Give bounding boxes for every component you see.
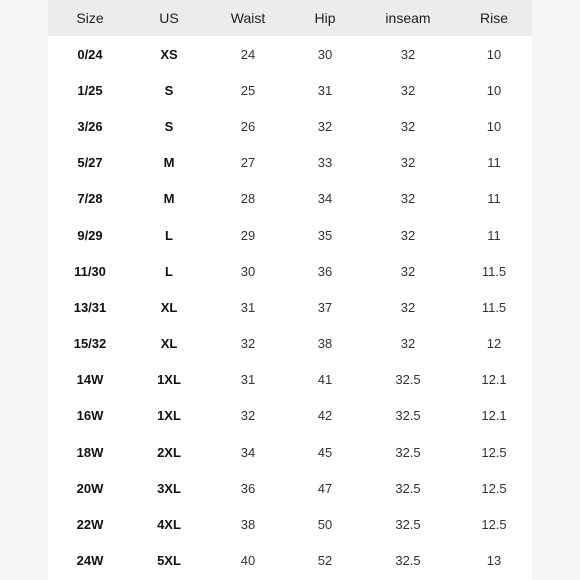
cell-rise: 13	[486, 553, 502, 569]
cell-rise: 10	[486, 46, 502, 62]
cell-size: 18W	[76, 444, 104, 460]
cell-rise: 11	[487, 191, 501, 207]
cell-us: M	[163, 155, 175, 171]
cell-inseam: 32.5	[395, 517, 421, 533]
cell-hip: 31	[317, 82, 333, 98]
cell-hip: 41	[317, 372, 333, 388]
size-chart-table	[48, 0, 532, 579]
cell-size: 5/27	[77, 155, 103, 171]
table-row	[48, 362, 532, 398]
cell-rise: 12.1	[481, 408, 507, 424]
cell-size: 9/29	[77, 227, 103, 243]
table-row	[48, 253, 532, 289]
cell-inseam: 32	[400, 82, 416, 98]
cell-inseam: 32.5	[395, 553, 421, 569]
cell-inseam: 32	[400, 46, 416, 62]
table-row	[48, 108, 532, 144]
cell-size: 24W	[76, 553, 104, 569]
cell-waist: 34	[240, 444, 256, 460]
cell-inseam: 32.5	[395, 444, 421, 460]
table-row	[48, 217, 532, 253]
cell-us: M	[163, 191, 175, 207]
cell-inseam: 32.5	[395, 372, 421, 388]
table-row	[48, 398, 532, 434]
cell-inseam: 32.5	[395, 480, 421, 496]
cell-inseam: 32.5	[395, 408, 421, 424]
cell-rise: 11.5	[481, 263, 507, 279]
header-us: US	[159, 10, 179, 26]
cell-waist: 27	[240, 155, 256, 171]
cell-us: 2XL	[157, 444, 181, 460]
cell-us: S	[164, 82, 174, 98]
cell-waist: 24	[240, 46, 256, 62]
cell-rise: 12.1	[481, 372, 507, 388]
header-hip: Hip	[314, 10, 336, 26]
cell-us: XL	[160, 336, 178, 352]
cell-size: 0/24	[77, 46, 103, 62]
table-row	[48, 434, 532, 470]
cell-rise: 11.5	[481, 299, 507, 315]
cell-waist: 40	[240, 553, 256, 569]
cell-us: 3XL	[157, 480, 181, 496]
cell-size: 14W	[76, 372, 104, 388]
cell-hip: 38	[317, 336, 333, 352]
cell-size: 20W	[76, 480, 104, 496]
header-row	[48, 0, 532, 36]
cell-us: L	[165, 263, 173, 279]
cell-waist: 31	[240, 372, 256, 388]
cell-us: 4XL	[157, 517, 181, 533]
cell-rise: 12.5	[481, 480, 507, 496]
cell-inseam: 32	[400, 191, 416, 207]
cell-waist: 25	[240, 82, 256, 98]
cell-hip: 34	[317, 191, 333, 207]
cell-inseam: 32	[400, 155, 416, 171]
table-row	[48, 470, 532, 506]
cell-hip: 52	[317, 553, 333, 569]
cell-waist: 32	[240, 408, 256, 424]
cell-rise: 11	[487, 227, 501, 243]
cell-size: 11/30	[74, 263, 106, 279]
cell-rise: 10	[486, 82, 502, 98]
cell-size: 15/32	[73, 336, 107, 352]
cell-hip: 33	[317, 155, 333, 171]
cell-rise: 11	[487, 155, 501, 171]
cell-inseam: 32	[400, 299, 416, 315]
cell-us: L	[165, 227, 173, 243]
header-rise: Rise	[479, 10, 508, 26]
header-inseam: inseam	[385, 10, 431, 26]
cell-us: 1XL	[157, 408, 181, 424]
table-row	[48, 543, 532, 579]
cell-inseam: 32	[400, 118, 416, 134]
cell-waist: 32	[240, 336, 256, 352]
cell-us: XS	[160, 46, 178, 62]
cell-rise: 12.5	[481, 517, 507, 533]
cell-us: 5XL	[157, 553, 181, 569]
cell-size: 16W	[76, 408, 104, 424]
cell-rise: 10	[486, 118, 502, 134]
table-row	[48, 36, 532, 72]
cell-hip: 50	[317, 517, 333, 533]
cell-us: S	[164, 118, 174, 134]
cell-rise: 12.5	[481, 444, 507, 460]
cell-size: 7/28	[77, 191, 103, 207]
cell-waist: 36	[240, 480, 256, 496]
cell-waist: 26	[240, 118, 256, 134]
cell-size: 1/25	[77, 82, 103, 98]
cell-hip: 32	[317, 118, 333, 134]
header-waist: Waist	[230, 10, 266, 26]
cell-inseam: 32	[400, 227, 416, 243]
cell-waist: 31	[240, 299, 256, 315]
cell-hip: 30	[317, 46, 333, 62]
cell-rise: 12	[486, 336, 502, 352]
cell-hip: 45	[317, 444, 333, 460]
cell-size: 22W	[76, 517, 104, 533]
cell-hip: 37	[317, 299, 333, 315]
cell-hip: 35	[317, 227, 333, 243]
table-row	[48, 289, 532, 325]
table-row	[48, 506, 532, 542]
cell-waist: 30	[240, 263, 256, 279]
cell-waist: 28	[240, 191, 256, 207]
cell-size: 3/26	[77, 118, 103, 134]
cell-us: XL	[160, 299, 178, 315]
table-row	[48, 145, 532, 181]
header-size: Size	[76, 10, 104, 26]
table-row	[48, 326, 532, 362]
cell-inseam: 32	[400, 263, 416, 279]
cell-inseam: 32	[400, 336, 416, 352]
cell-hip: 47	[317, 480, 333, 496]
table-row	[48, 181, 532, 217]
cell-hip: 36	[317, 263, 333, 279]
cell-waist: 38	[240, 517, 256, 533]
cell-hip: 42	[317, 408, 333, 424]
table-row	[48, 72, 532, 108]
cell-waist: 29	[240, 227, 256, 243]
cell-size: 13/31	[73, 299, 107, 315]
cell-us: 1XL	[157, 372, 181, 388]
